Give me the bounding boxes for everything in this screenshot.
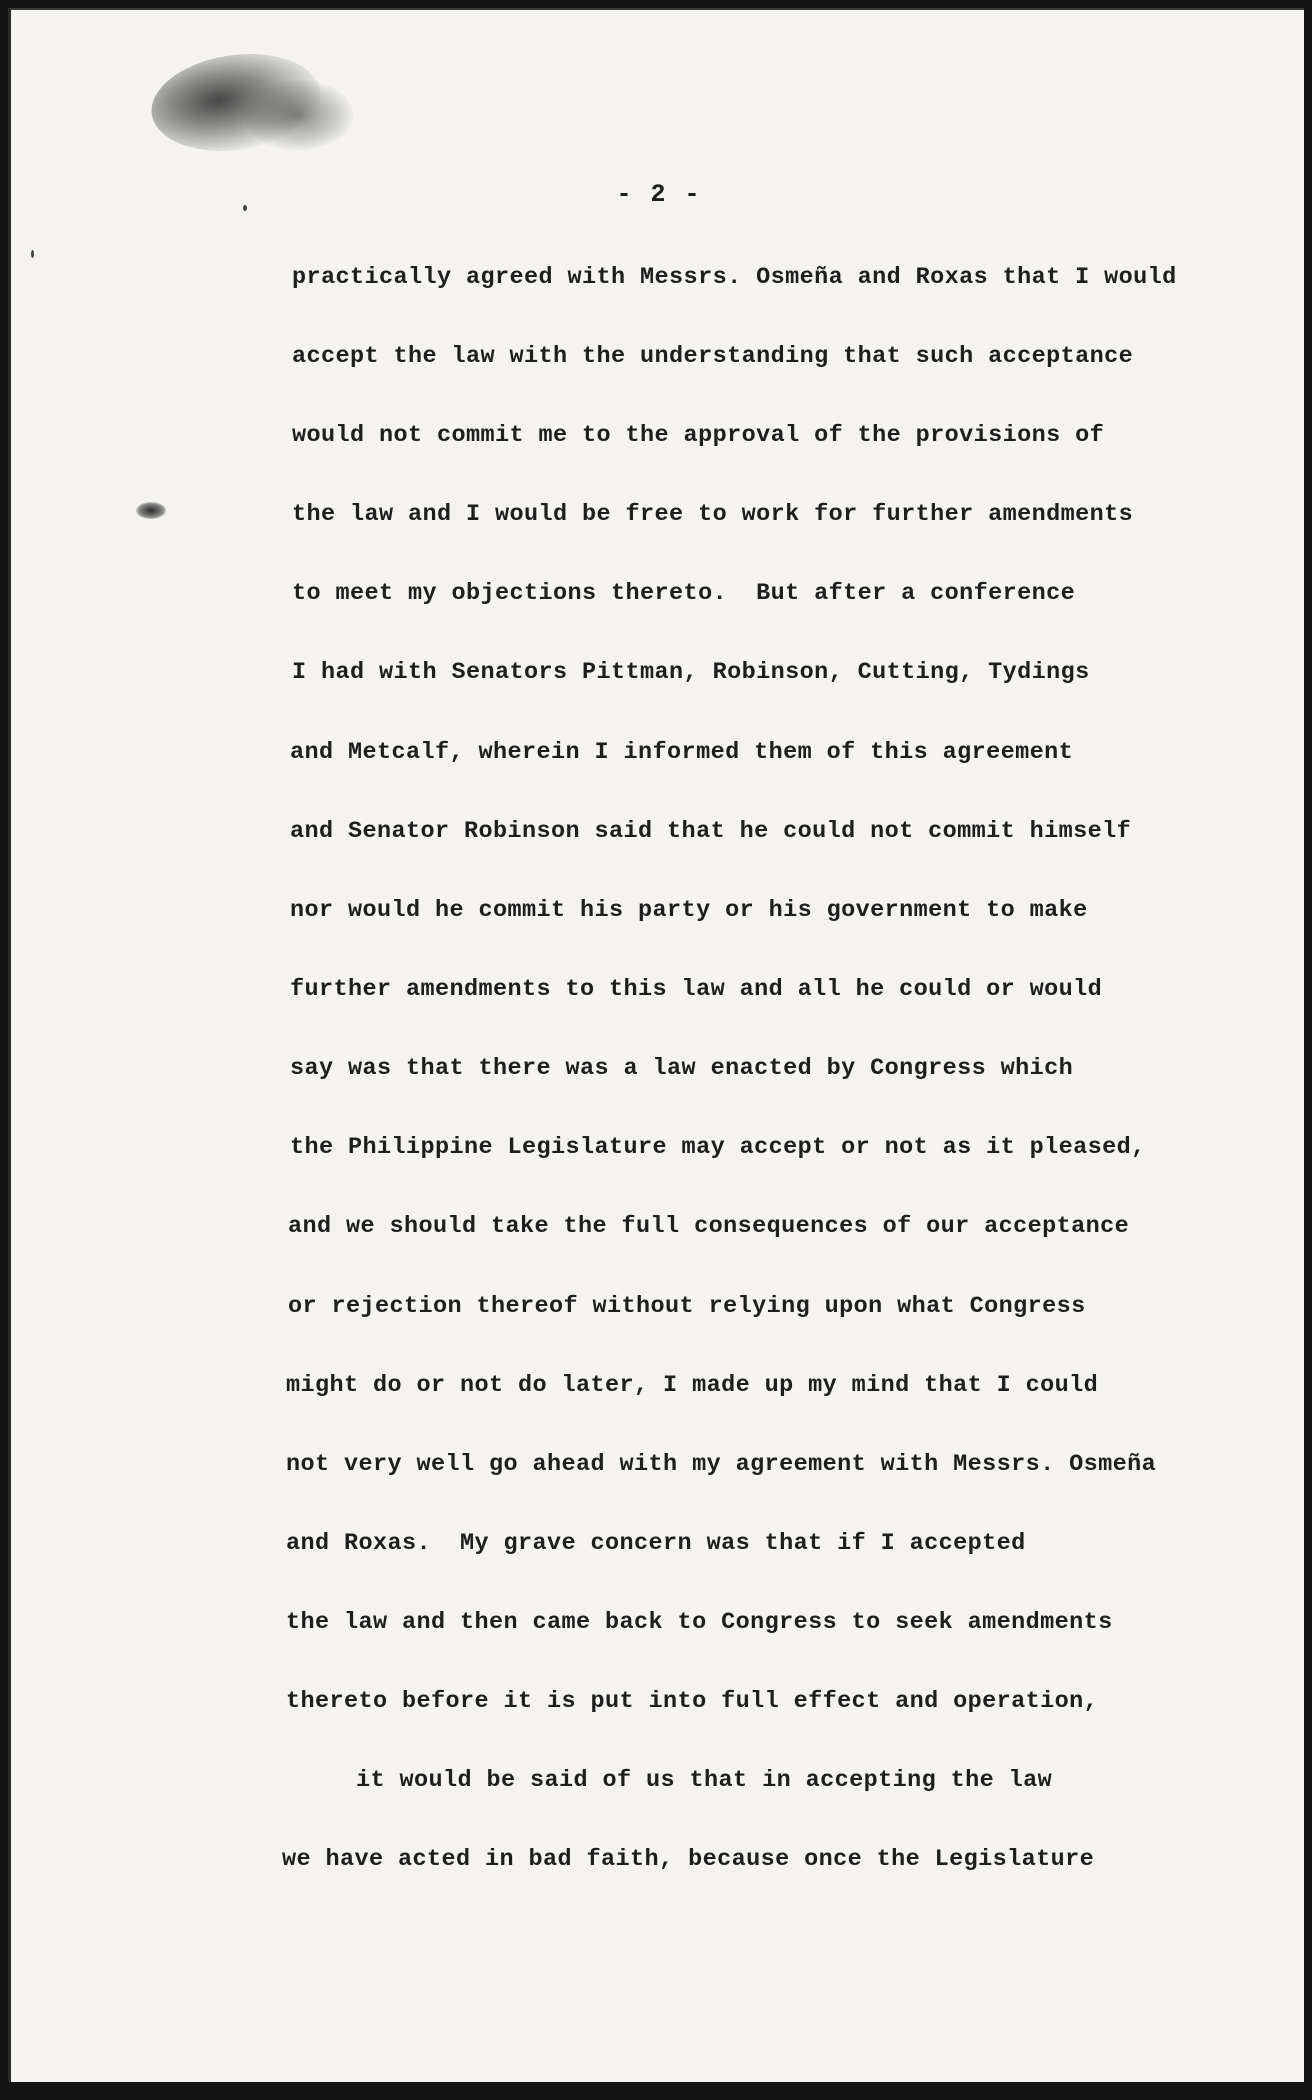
text-line: I had with Senators Pittman, Robinson, Cutting, Tydings — [292, 659, 1090, 686]
text-line: would not commit me to the approval of the provisions of — [292, 422, 1105, 449]
text-line: not very well go ahead with my agreement with Messrs. Osmeña — [286, 1451, 1157, 1478]
text-line: and Senator Robinson said that he could not commit himself — [290, 818, 1132, 845]
text-line: or rejection thereof without relying upon what Congress — [288, 1293, 1086, 1320]
text-line: and Metcalf, wherein I informed them of this agreement — [290, 739, 1074, 766]
text-line: the law and then came back to Congress to seek amendments — [286, 1609, 1113, 1636]
text-line: might do or not do later, I made up my mind that I could — [286, 1372, 1099, 1399]
text-line: the Philippine Legislature may accept or not as it pleased, — [290, 1134, 1146, 1161]
body-text — [11, 10, 1304, 2082]
text-line: and Roxas. My grave concern was that if I accepted — [286, 1530, 1026, 1557]
text-line: say was that there was a law enacted by Congress which — [290, 1055, 1074, 1082]
text-line: the law and I would be free to work for further amendments — [292, 501, 1134, 528]
text-line: accept the law with the understanding that such acceptance — [292, 343, 1134, 370]
text-line: practically agreed with Messrs. Osmeña and Roxas that I would — [292, 264, 1177, 291]
text-line: to meet my objections thereto. But after a conference — [292, 580, 1076, 607]
text-line: nor would he commit his party or his government to make — [290, 897, 1088, 924]
text-line: thereto before it is put into full effect and operation, — [286, 1688, 1099, 1715]
text-line: further amendments to this law and all he could or would — [290, 976, 1103, 1003]
text-line: we have acted in bad faith, because once the Legislature — [282, 1846, 1095, 1873]
text-line: it would be said of us that in accepting the law — [356, 1767, 1053, 1794]
page-number: - 2 - — [616, 180, 702, 209]
document-page — [8, 8, 1304, 2082]
text-line: and we should take the full consequences of our acceptance — [288, 1213, 1130, 1240]
